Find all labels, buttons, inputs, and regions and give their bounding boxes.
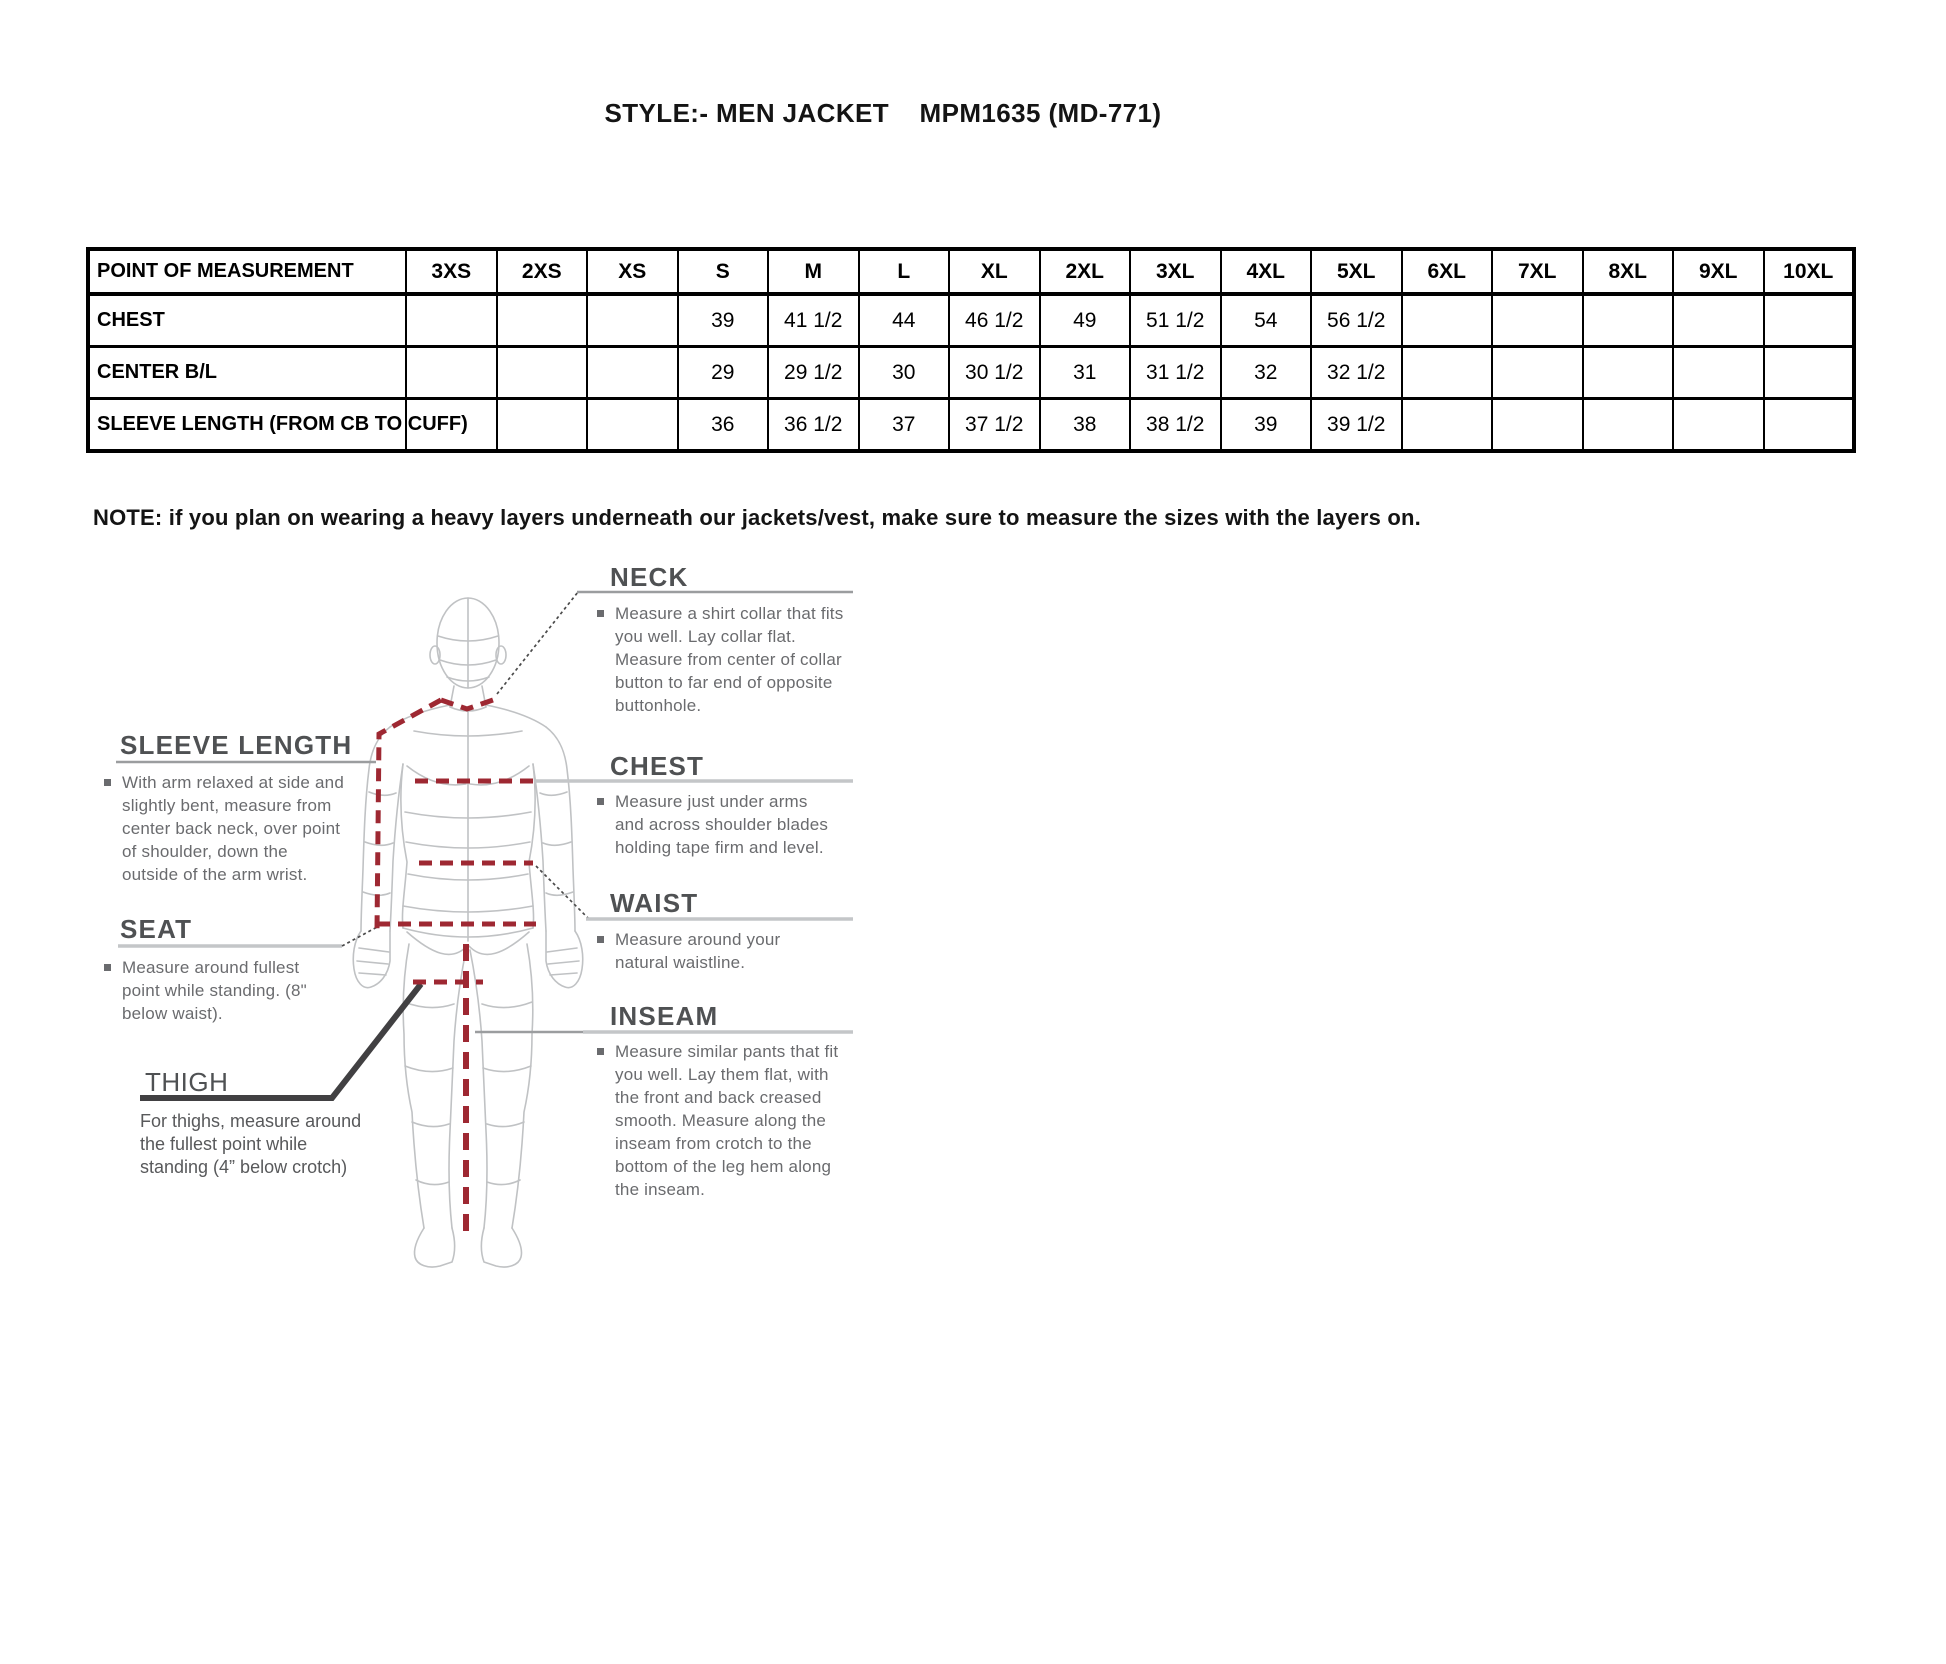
- column-header-3xl: 3XL: [1130, 249, 1221, 294]
- waist-description: Measure around your natural waistline.: [615, 928, 815, 974]
- cell: [587, 294, 678, 347]
- waist-label: WAIST: [610, 888, 699, 918]
- neck-description: Measure a shirt collar that fits you well. Lay collar flat. Measure from center of collar button to far end of opposite buttonhole.: [615, 602, 865, 717]
- cell: [587, 347, 678, 399]
- cell: 46 1/2: [949, 294, 1040, 347]
- column-header-7xl: 7XL: [1492, 249, 1583, 294]
- cell: 54: [1221, 294, 1312, 347]
- neck-leader-line: [497, 592, 578, 694]
- cell: 38: [1040, 399, 1131, 452]
- column-header-s: S: [678, 249, 769, 294]
- cell: [406, 294, 497, 347]
- bullet-icon: [104, 779, 111, 786]
- bullet-icon: [597, 1048, 604, 1055]
- collar-measure-line: [441, 700, 493, 709]
- cell: 38 1/2: [1130, 399, 1221, 452]
- cell: 37 1/2: [949, 399, 1040, 452]
- cell: 39: [1221, 399, 1312, 452]
- cell: [1673, 399, 1764, 452]
- sleeve-measure-line: [377, 700, 441, 930]
- cell: 36 1/2: [768, 399, 859, 452]
- cell: 56 1/2: [1311, 294, 1402, 347]
- size-table: [86, 247, 1856, 453]
- cell: 32 1/2: [1311, 347, 1402, 399]
- column-header-6xl: 6XL: [1402, 249, 1493, 294]
- table-row-center-bl: [88, 347, 1854, 399]
- cell: 30 1/2: [949, 347, 1040, 399]
- column-header-xs: XS: [587, 249, 678, 294]
- cell: [497, 399, 588, 452]
- cell: [1764, 399, 1855, 452]
- cell: [497, 347, 588, 399]
- bullet-icon: [597, 936, 604, 943]
- cell: [1402, 347, 1493, 399]
- cell: [1583, 399, 1674, 452]
- column-header-xl: XL: [949, 249, 1040, 294]
- cell: 51 1/2: [1130, 294, 1221, 347]
- inseam-description: Measure similar pants that fit you well. Lay them flat, with the front and back creased smooth. Measure along the inseam from crotch to the bottom of the leg hem along the inseam.: [615, 1040, 840, 1201]
- cell: [1764, 294, 1855, 347]
- column-header-point-of-measurement: POINT OF MEASUREMENT: [88, 249, 406, 294]
- body-wireframe: [353, 598, 582, 1267]
- sleeve-length-label: SLEEVE LENGTH: [120, 730, 353, 760]
- column-header-m: M: [768, 249, 859, 294]
- column-header-3xs: 3XS: [406, 249, 497, 294]
- column-header-l: L: [859, 249, 950, 294]
- cell: 49: [1040, 294, 1131, 347]
- bullet-icon: [597, 610, 604, 617]
- cell: [1583, 294, 1674, 347]
- cell: 31 1/2: [1130, 347, 1221, 399]
- cell: [1492, 294, 1583, 347]
- bullet-icon: [104, 964, 111, 971]
- table-header-row: [88, 249, 1854, 294]
- cell: [1583, 347, 1674, 399]
- cell: 32: [1221, 347, 1312, 399]
- cell: 30: [859, 347, 950, 399]
- chest-label: CHEST: [610, 751, 705, 781]
- column-header-2xs: 2XS: [497, 249, 588, 294]
- cell: 31: [1040, 347, 1131, 399]
- table-row-sleeve-length: [88, 399, 1854, 452]
- cell: [1673, 294, 1764, 347]
- cell: 29: [678, 347, 769, 399]
- waist-leader-line: [536, 866, 588, 918]
- cell: 29 1/2: [768, 347, 859, 399]
- seat-leader-line: [342, 926, 379, 946]
- column-header-8xl: 8XL: [1583, 249, 1674, 294]
- cell: [497, 294, 588, 347]
- table-row-chest: [88, 294, 1854, 347]
- cell: [1673, 347, 1764, 399]
- cell: 39: [678, 294, 769, 347]
- cell: [1492, 347, 1583, 399]
- thigh-description: For thighs, measure around the fullest point while standing (4” below crotch): [140, 1111, 362, 1177]
- cell: [587, 399, 678, 452]
- bullet-icon: [597, 798, 604, 805]
- thigh-label: THIGH: [145, 1067, 229, 1097]
- cell: 36: [678, 399, 769, 452]
- column-header-10xl: 10XL: [1764, 249, 1855, 294]
- cell: 37: [859, 399, 950, 452]
- cell: [1764, 347, 1855, 399]
- measurement-lines: [377, 700, 536, 1236]
- cell: 41 1/2: [768, 294, 859, 347]
- neck-label: NECK: [610, 562, 689, 592]
- cell: [1402, 294, 1493, 347]
- row-label: CHEST: [88, 294, 406, 347]
- cell: 44: [859, 294, 950, 347]
- sleeve-length-description: With arm relaxed at side and slightly bent, measure from center back neck, over point of shoulder, down the outside of the arm wrist.: [122, 771, 344, 886]
- row-label: CENTER B/L: [88, 347, 406, 399]
- column-header-9xl: 9XL: [1673, 249, 1764, 294]
- chest-description: Measure just under arms and across shoulder blades holding tape firm and level.: [615, 790, 833, 859]
- column-header-4xl: 4XL: [1221, 249, 1312, 294]
- cell: [406, 347, 497, 399]
- seat-label: SEAT: [120, 914, 193, 944]
- column-header-2xl: 2XL: [1040, 249, 1131, 294]
- row-label: SLEEVE LENGTH (FROM CB TO CUFF): [88, 399, 406, 452]
- note-text: NOTE: if you plan on wearing a heavy layers underneath our jackets/vest, make sure to measure the sizes with the layers on.: [93, 505, 1421, 530]
- inseam-label: INSEAM: [610, 1001, 719, 1031]
- column-header-5xl: 5XL: [1311, 249, 1402, 294]
- page-title: STYLE:- MEN JACKET MPM1635 (MD-771): [604, 98, 1162, 128]
- cell: [1492, 399, 1583, 452]
- cell: 39 1/2: [1311, 399, 1402, 452]
- seat-description: Measure around fullest point while standing. (8" below waist).: [122, 956, 312, 1025]
- cell: [1402, 399, 1493, 452]
